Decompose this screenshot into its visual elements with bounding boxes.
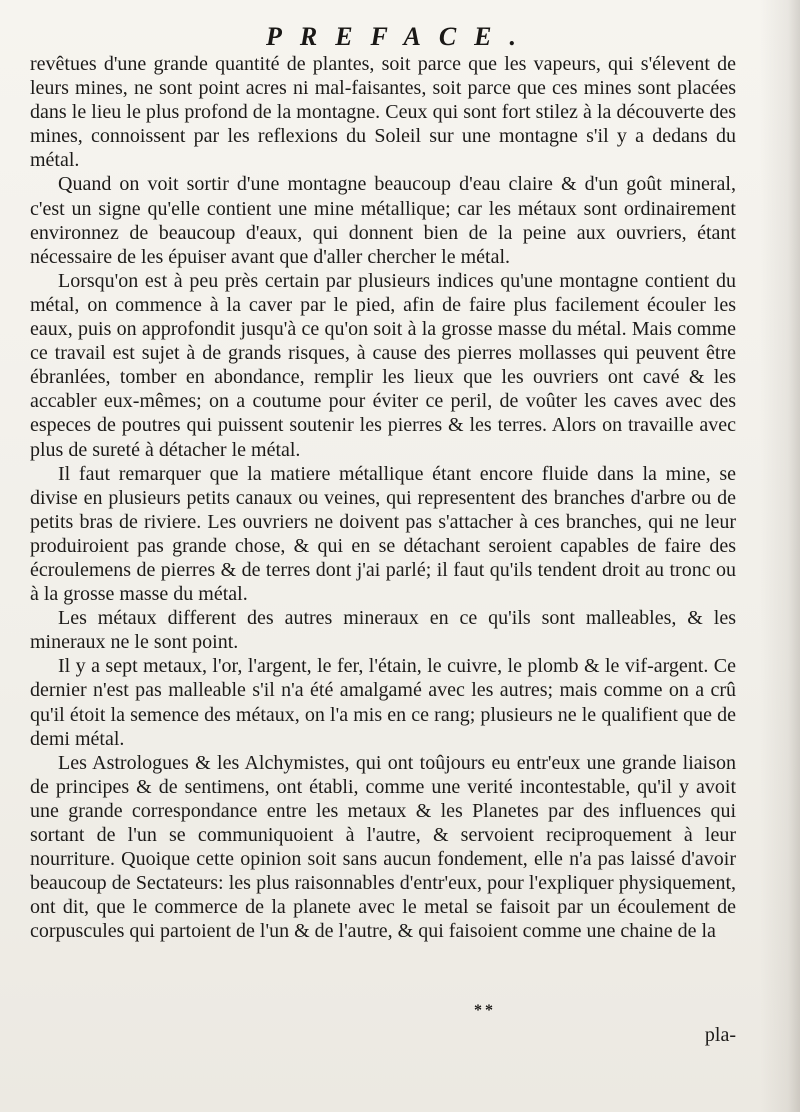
paragraph: Il faut remarquer que la matiere métallique étant encore fluide dans la mine, se divise en plusieurs petits canaux ou veines, qui representent des branches d'arbre ou de petits bras de riviere. Les ouvriers ne doivent pas s'attacher à ces branches, qui ne leur produiroient pas grande chose, & qui en se détachant seroient capables de faire des écroulemens de pierres & de terres dont j'ai parlé; il faut qu'ils tendent droit au tronc ou à la grosse masse du métal. bbox=[30, 462, 736, 606]
signature-mark: ** bbox=[474, 1002, 496, 1019]
paragraph: Les Astrologues & les Alchymistes, qui ont toûjours eu entr'eux une grande liaison de principes & de sentimens, ont établi, comme une verité incontestable, qu'il y avoit une grande correspondance entre les metaux & les Planetes par des influences qui sortant de l'un se communiquoient à l'autre, & servoient reciproquement à leur nourriture. Quoique cette opinion soit sans aucun fondement, elle n'a pas laissé d'avoir beaucoup de Sectateurs: les plus raisonnables d'entr'eux, pour l'expliquer physiquement, ont dit, que le commerce de la planete avec le metal se faisoit par un écoulement de corpuscules qui partoient de l'un & de l'autre, & qui faisoient comme une chaine de la bbox=[30, 751, 736, 943]
paragraph: Quand on voit sortir d'une montagne beaucoup d'eau claire & d'un goût mineral, c'est un signe qu'elle contient une mine métallique; car les métaux sont ordinairement environnez de beaucoup d'eaux, qui donnent bien de la peine aux ouvriers, étant nécessaire de les épuiser avant que d'aller chercher le métal. bbox=[30, 173, 736, 268]
page-fold-shadow bbox=[760, 0, 800, 1112]
body-text bbox=[30, 52, 736, 943]
paragraph: Les métaux different des autres mineraux en ce qu'ils sont malleables, & les mineraux ne le sont point. bbox=[30, 607, 736, 654]
catchword: pla- bbox=[704, 1024, 736, 1046]
paragraph: revêtues d'une grande quantité de plantes, soit parce que les vapeurs, qui s'élevent de leurs mines, ne sont point acres ni mal-faisantes, soit parce que ces mines sont placées dans le lieu le plus profond de la montagne. Ceux qui sont fort stilez à la découverte des mines, connoissent par les reflexions du Soleil sur une montagne s'il y a dedans du métal. bbox=[30, 53, 736, 172]
paragraph: Il y a sept metaux, l'or, l'argent, le fer, l'étain, le cuivre, le plomb & le vif-argent. Ce dernier n'est pas malleable s'il n'a été amalgamé avec les autres; mais comme on a crû qu'il étoit la semence des métaux, on l'a mis en ce rang; plusieurs ne le qualifient que de demi métal. bbox=[30, 655, 736, 750]
paragraph: Lorsqu'on est à peu près certain par plusieurs indices qu'une montagne contient du métal, on commence à la caver par le pied, afin de faire plus facilement écouler les eaux, puis on approfondit jusqu'à ce qu'on soit à la grosse masse du métal. Mais comme ce travail est sujet à de grands risques, à cause des pierres mollasses qui peuvent être ébranlées, tomber en abondance, remplir les lieux que les ouvriers ont cavé & les accabler eux-mêmes; on a coutume pour éviter ce peril, de voûter les caves avec des especes de poutres qui puissent soutenir les pierres & les terres. Alors on travaille avec plus de sureté à détacher le métal. bbox=[30, 269, 736, 461]
running-title: PREFACE. bbox=[265, 22, 535, 51]
